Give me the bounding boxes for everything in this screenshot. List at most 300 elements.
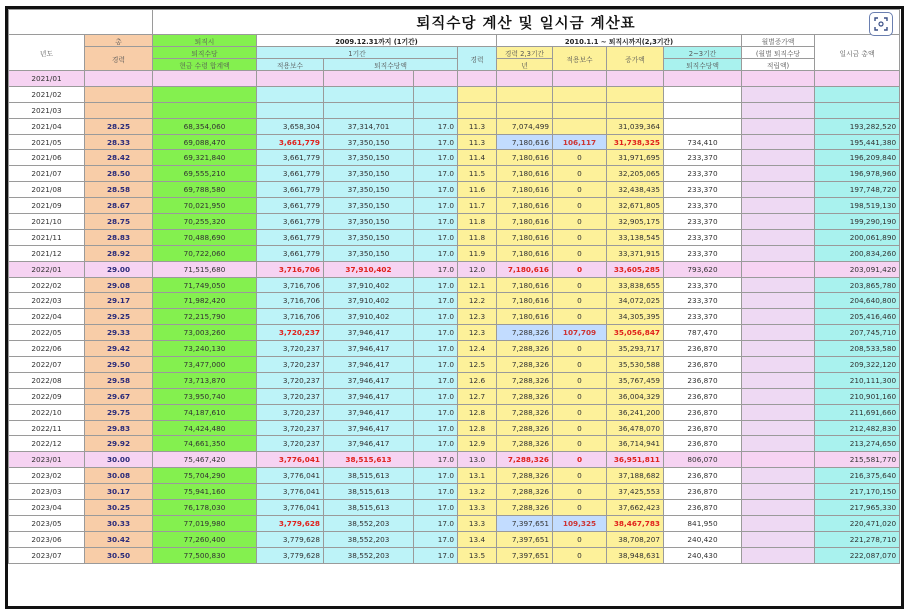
- cell-p1-amount: 37,350,150: [324, 150, 414, 166]
- calculation-table: [8, 9, 900, 564]
- cell-extra: [742, 134, 815, 150]
- cell-p2-increase: 0: [553, 229, 607, 245]
- cell-retire-total: 76,178,030: [153, 500, 257, 516]
- cell-monthly-increase: 233,370: [664, 166, 742, 182]
- cell-p2-career: [458, 71, 497, 87]
- cell-p1-amount: [324, 102, 414, 118]
- cell-total-career: [85, 86, 153, 102]
- cell-p1-career: [414, 71, 458, 87]
- cell-extra: [742, 118, 815, 134]
- cell-year-month: 2022/08: [9, 372, 85, 388]
- cell-monthly-increase: 806,070: [664, 452, 742, 468]
- cell-extra: [742, 150, 815, 166]
- cell-p1-amount: 38,552,203: [324, 531, 414, 547]
- cell-lump-sum: 196,978,960: [815, 166, 900, 182]
- cell-p2-base: 7,397,651: [497, 531, 553, 547]
- cell-extra: [742, 166, 815, 182]
- table-row: [9, 293, 900, 309]
- cell-p1-base: 3,776,041: [257, 452, 324, 468]
- cell-lump-sum: 220,471,020: [815, 515, 900, 531]
- cell-extra: [742, 404, 815, 420]
- table-row: [9, 531, 900, 547]
- header-period1-mid: 1기간: [257, 47, 458, 59]
- scan-icon-glyph: [874, 17, 888, 31]
- cell-p1-amount: 37,910,402: [324, 293, 414, 309]
- header-year: 년도: [9, 35, 85, 71]
- cell-p1-base: 3,720,237: [257, 404, 324, 420]
- cell-p1-amount: 37,350,150: [324, 134, 414, 150]
- table-row: [9, 245, 900, 261]
- cell-lump-sum: 211,691,660: [815, 404, 900, 420]
- table-row: [9, 261, 900, 277]
- cell-p1-base: 3,720,237: [257, 357, 324, 373]
- cell-extra: [742, 420, 815, 436]
- cell-p1-base: 3,720,237: [257, 372, 324, 388]
- cell-p2-base: 7,288,326: [497, 484, 553, 500]
- cell-extra: [742, 372, 815, 388]
- cell-p2-increase: 0: [553, 341, 607, 357]
- cell-total-career: 28.75: [85, 214, 153, 230]
- cell-p2-base: 7,397,651: [497, 515, 553, 531]
- cell-monthly-increase: 233,370: [664, 182, 742, 198]
- cell-total-career: 30.42: [85, 531, 153, 547]
- cell-p1-amount: 37,350,150: [324, 229, 414, 245]
- cell-year-month: 2023/04: [9, 500, 85, 516]
- cell-p2-amount: 35,767,459: [607, 372, 664, 388]
- cell-p2-amount: 37,425,553: [607, 484, 664, 500]
- cell-p1-amount: 37,350,150: [324, 198, 414, 214]
- cell-p2-amount: 32,438,435: [607, 182, 664, 198]
- cell-p2-base: [497, 86, 553, 102]
- table-row: [9, 341, 900, 357]
- cell-total-career: 30.00: [85, 452, 153, 468]
- cell-p2-amount: 31,971,695: [607, 150, 664, 166]
- cell-monthly-increase: [664, 71, 742, 87]
- cell-year-month: 2023/07: [9, 547, 85, 563]
- cell-p1-career: 17.0: [414, 277, 458, 293]
- cell-extra: [742, 245, 815, 261]
- header-period2-top: 2010.1.1 ~ 퇴직시까지(2,3기간): [497, 35, 742, 47]
- cell-lump-sum: 222,087,070: [815, 547, 900, 563]
- cell-p2-amount: 38,708,207: [607, 531, 664, 547]
- cell-retire-total: [153, 86, 257, 102]
- cell-monthly-increase: 233,370: [664, 277, 742, 293]
- table-row: [9, 229, 900, 245]
- cell-p1-amount: 37,946,417: [324, 420, 414, 436]
- cell-total-career: 28.33: [85, 134, 153, 150]
- header-monthly-3: 적립액): [742, 59, 815, 71]
- cell-p2-base: [497, 71, 553, 87]
- cell-p1-base: 3,716,706: [257, 261, 324, 277]
- cell-monthly-increase: [664, 102, 742, 118]
- cell-p2-increase: 0: [553, 531, 607, 547]
- cell-p1-amount: 37,350,150: [324, 214, 414, 230]
- cell-retire-total: 73,240,130: [153, 341, 257, 357]
- cell-p2-increase: 0: [553, 484, 607, 500]
- cell-year-month: 2022/07: [9, 357, 85, 373]
- cell-p1-career: 17.0: [414, 547, 458, 563]
- cell-lump-sum: 203,091,420: [815, 261, 900, 277]
- table-row: [9, 515, 900, 531]
- cell-total-career: 30.17: [85, 484, 153, 500]
- cell-p2-amount: 37,662,423: [607, 500, 664, 516]
- cell-total-career: 29.83: [85, 420, 153, 436]
- cell-p2-career: 11.9: [458, 245, 497, 261]
- header-career-2: 경력: [85, 47, 153, 71]
- cell-p2-amount: 35,530,588: [607, 357, 664, 373]
- cell-p2-increase: 0: [553, 388, 607, 404]
- cell-lump-sum: 213,274,650: [815, 436, 900, 452]
- cell-monthly-increase: 240,430: [664, 547, 742, 563]
- cell-p2-amount: 33,838,655: [607, 277, 664, 293]
- cell-total-career: 29.17: [85, 293, 153, 309]
- cell-p2-increase: 0: [553, 198, 607, 214]
- cell-total-career: 29.00: [85, 261, 153, 277]
- cell-monthly-increase: [664, 118, 742, 134]
- header-p2-amount: 퇴직수당액: [664, 59, 742, 71]
- cell-p2-increase: 0: [553, 357, 607, 373]
- cell-p2-base: 7,288,326: [497, 388, 553, 404]
- cell-p2-career: 13.2: [458, 484, 497, 500]
- cell-p1-career: 17.0: [414, 436, 458, 452]
- cell-p2-base: 7,180,616: [497, 293, 553, 309]
- cell-p2-base: 7,288,326: [497, 452, 553, 468]
- cell-total-career: 28.42: [85, 150, 153, 166]
- table-row: [9, 309, 900, 325]
- cell-lump-sum: 210,111,300: [815, 372, 900, 388]
- cell-total-career: 29.42: [85, 341, 153, 357]
- cell-monthly-increase: 233,370: [664, 245, 742, 261]
- cell-p2-increase: [553, 86, 607, 102]
- cell-p2-amount: 32,905,175: [607, 214, 664, 230]
- cell-p1-career: 17.0: [414, 484, 458, 500]
- table-row: [9, 277, 900, 293]
- cell-retire-total: 73,477,000: [153, 357, 257, 373]
- cell-extra: [742, 86, 815, 102]
- cell-lump-sum: 216,375,640: [815, 468, 900, 484]
- cell-retire-total: 73,950,740: [153, 388, 257, 404]
- cell-p1-base: 3,720,237: [257, 325, 324, 341]
- table-row: [9, 420, 900, 436]
- table-row: [9, 166, 900, 182]
- header-period1-top: 2009.12.31까지 (1기간): [257, 35, 497, 47]
- cell-retire-total: 70,488,690: [153, 229, 257, 245]
- cell-p1-career: 17.0: [414, 293, 458, 309]
- table-row: [9, 198, 900, 214]
- cell-monthly-increase: 236,870: [664, 468, 742, 484]
- cell-p2-base: 7,180,616: [497, 277, 553, 293]
- cell-p2-career: 13.3: [458, 515, 497, 531]
- cell-year-month: 2021/06: [9, 150, 85, 166]
- cell-p1-career: 17.0: [414, 325, 458, 341]
- cell-p2-base: 7,288,326: [497, 404, 553, 420]
- cell-p2-career: 11.7: [458, 198, 497, 214]
- cell-p2-career: 12.2: [458, 293, 497, 309]
- cell-p2-amount: 35,056,847: [607, 325, 664, 341]
- cell-p2-amount: 36,241,200: [607, 404, 664, 420]
- cell-p2-increase: 107,709: [553, 325, 607, 341]
- cell-extra: [742, 198, 815, 214]
- cell-extra: [742, 261, 815, 277]
- table-row: [9, 357, 900, 373]
- header-monthly-2: (월별 퇴직수당: [742, 47, 815, 59]
- header-monthly-1: 월별증가액: [742, 35, 815, 47]
- cell-p2-increase: 0: [553, 547, 607, 563]
- cell-lump-sum: [815, 86, 900, 102]
- cell-total-career: 29.92: [85, 436, 153, 452]
- cell-total-career: 29.08: [85, 277, 153, 293]
- cell-total-career: 29.25: [85, 309, 153, 325]
- cell-retire-total: 77,500,830: [153, 547, 257, 563]
- cell-p1-amount: 37,946,417: [324, 404, 414, 420]
- cell-lump-sum: 209,322,120: [815, 357, 900, 373]
- cell-p1-base: 3,716,706: [257, 293, 324, 309]
- cell-p1-career: 17.0: [414, 468, 458, 484]
- cell-extra: [742, 341, 815, 357]
- cell-p2-amount: 37,188,682: [607, 468, 664, 484]
- cell-monthly-increase: 236,870: [664, 357, 742, 373]
- cell-extra: [742, 277, 815, 293]
- cell-p2-amount: [607, 86, 664, 102]
- cell-total-career: 29.58: [85, 372, 153, 388]
- cell-year-month: 2021/10: [9, 214, 85, 230]
- cell-retire-total: [153, 71, 257, 87]
- cell-lump-sum: 204,640,800: [815, 293, 900, 309]
- cell-p2-increase: 0: [553, 150, 607, 166]
- cell-p2-amount: 34,072,025: [607, 293, 664, 309]
- cell-total-career: 28.83: [85, 229, 153, 245]
- cell-p2-amount: 33,605,285: [607, 261, 664, 277]
- cell-p2-amount: 35,293,717: [607, 341, 664, 357]
- cell-p2-amount: 33,371,915: [607, 245, 664, 261]
- cell-retire-total: 77,260,400: [153, 531, 257, 547]
- cell-p2-increase: 106,117: [553, 134, 607, 150]
- scan-icon[interactable]: [869, 12, 893, 36]
- cell-extra: [742, 357, 815, 373]
- cell-retire-total: 75,704,290: [153, 468, 257, 484]
- table-row: [9, 214, 900, 230]
- cell-p2-base: 7,288,326: [497, 468, 553, 484]
- cell-lump-sum: 217,965,330: [815, 500, 900, 516]
- cell-p2-base: 7,180,616: [497, 198, 553, 214]
- table-row: [9, 404, 900, 420]
- cell-p2-increase: 0: [553, 404, 607, 420]
- cell-p1-career: 17.0: [414, 357, 458, 373]
- cell-p2-base: 7,288,326: [497, 357, 553, 373]
- cell-retire-total: 69,788,580: [153, 182, 257, 198]
- cell-p2-amount: [607, 102, 664, 118]
- cell-extra: [742, 515, 815, 531]
- cell-p1-amount: 37,350,150: [324, 245, 414, 261]
- cell-year-month: 2022/10: [9, 404, 85, 420]
- cell-retire-total: 69,321,840: [153, 150, 257, 166]
- cell-p1-career: 17.0: [414, 515, 458, 531]
- cell-lump-sum: 221,278,710: [815, 531, 900, 547]
- cell-total-career: 30.25: [85, 500, 153, 516]
- cell-p2-career: [458, 86, 497, 102]
- cell-p2-increase: 0: [553, 214, 607, 230]
- cell-retire-total: 75,467,420: [153, 452, 257, 468]
- cell-year-month: 2022/05: [9, 325, 85, 341]
- cell-p1-career: 17.0: [414, 388, 458, 404]
- cell-monthly-increase: 233,370: [664, 293, 742, 309]
- cell-p2-amount: [607, 71, 664, 87]
- header-p1-career: 경력: [458, 47, 497, 71]
- table-row: [9, 388, 900, 404]
- cell-retire-total: 69,555,210: [153, 166, 257, 182]
- cell-p1-amount: [324, 71, 414, 87]
- cell-p1-base: 3,779,628: [257, 547, 324, 563]
- cell-lump-sum: [815, 102, 900, 118]
- cell-retire-total: 69,088,470: [153, 134, 257, 150]
- cell-p2-career: 12.4: [458, 341, 497, 357]
- cell-p1-base: 3,720,237: [257, 420, 324, 436]
- cell-p2-career: 12.3: [458, 309, 497, 325]
- table-row: [9, 547, 900, 563]
- table-row: [9, 182, 900, 198]
- cell-lump-sum: 215,581,770: [815, 452, 900, 468]
- cell-retire-total: 70,722,060: [153, 245, 257, 261]
- cell-year-month: 2022/01: [9, 261, 85, 277]
- cell-monthly-increase: 236,870: [664, 436, 742, 452]
- cell-p2-base: 7,288,326: [497, 325, 553, 341]
- cell-monthly-increase: 793,620: [664, 261, 742, 277]
- header-lump: 일시금 총액: [815, 35, 900, 71]
- cell-p1-career: 17.0: [414, 198, 458, 214]
- cell-p2-base: 7,180,616: [497, 245, 553, 261]
- title-blank-cell: [9, 10, 153, 35]
- cell-retire-total: 70,255,320: [153, 214, 257, 230]
- cell-year-month: 2021/04: [9, 118, 85, 134]
- cell-monthly-increase: 236,870: [664, 500, 742, 516]
- header-p2-base: 적용보수: [553, 47, 607, 71]
- cell-extra: [742, 102, 815, 118]
- header-career-1: 총: [85, 35, 153, 47]
- cell-p2-base: 7,288,326: [497, 372, 553, 388]
- cell-p2-amount: 36,951,811: [607, 452, 664, 468]
- cell-extra: [742, 229, 815, 245]
- cell-p2-base: 7,180,616: [497, 229, 553, 245]
- cell-p1-amount: 37,946,417: [324, 388, 414, 404]
- cell-lump-sum: 193,282,520: [815, 118, 900, 134]
- cell-retire-total: 71,982,420: [153, 293, 257, 309]
- cell-p1-base: 3,661,779: [257, 166, 324, 182]
- cell-p2-base: 7,180,616: [497, 182, 553, 198]
- cell-p2-amount: 36,004,329: [607, 388, 664, 404]
- cell-p2-career: 13.0: [458, 452, 497, 468]
- cell-lump-sum: 195,441,380: [815, 134, 900, 150]
- cell-lump-sum: 199,290,190: [815, 214, 900, 230]
- cell-total-career: 29.33: [85, 325, 153, 341]
- cell-p2-career: [458, 102, 497, 118]
- cell-extra: [742, 484, 815, 500]
- cell-p2-career: 11.8: [458, 214, 497, 230]
- cell-p1-amount: 38,552,203: [324, 547, 414, 563]
- cell-p2-career: 12.5: [458, 357, 497, 373]
- cell-retire-total: 73,003,260: [153, 325, 257, 341]
- cell-total-career: 28.92: [85, 245, 153, 261]
- cell-monthly-increase: 236,870: [664, 372, 742, 388]
- cell-monthly-increase: 787,470: [664, 325, 742, 341]
- cell-p2-career: 12.8: [458, 420, 497, 436]
- cell-p1-amount: 37,350,150: [324, 182, 414, 198]
- cell-lump-sum: 205,416,460: [815, 309, 900, 325]
- cell-p2-career: 11.4: [458, 150, 497, 166]
- table-row: [9, 452, 900, 468]
- cell-p1-amount: [324, 86, 414, 102]
- header-p1-base: 적용보수: [257, 59, 324, 71]
- cell-p2-career: 11.6: [458, 182, 497, 198]
- cell-p1-career: [414, 86, 458, 102]
- cell-p1-amount: 38,515,613: [324, 468, 414, 484]
- cell-p2-career: 11.3: [458, 118, 497, 134]
- cell-retire-total: 70,021,950: [153, 198, 257, 214]
- table-row: [9, 436, 900, 452]
- cell-p2-base: 7,074,499: [497, 118, 553, 134]
- cell-monthly-increase: 236,870: [664, 484, 742, 500]
- cell-retire-total: 77,019,980: [153, 515, 257, 531]
- cell-monthly-increase: [664, 86, 742, 102]
- cell-p1-career: 17.0: [414, 452, 458, 468]
- cell-p2-amount: 31,039,364: [607, 118, 664, 134]
- cell-p2-increase: [553, 102, 607, 118]
- cell-p2-career: 12.1: [458, 277, 497, 293]
- cell-p1-amount: 37,910,402: [324, 277, 414, 293]
- cell-p2-amount: 32,671,805: [607, 198, 664, 214]
- header-p2-career: 경력 2,3기간: [497, 47, 553, 59]
- cell-p1-amount: 37,946,417: [324, 357, 414, 373]
- cell-retire-total: 71,515,680: [153, 261, 257, 277]
- cell-p1-base: 3,720,237: [257, 436, 324, 452]
- cell-p2-career: 13.5: [458, 547, 497, 563]
- cell-p1-career: 17.0: [414, 134, 458, 150]
- cell-p1-career: 17.0: [414, 309, 458, 325]
- cell-monthly-increase: 240,420: [664, 531, 742, 547]
- cell-total-career: [85, 71, 153, 87]
- cell-p1-career: 17.0: [414, 118, 458, 134]
- header-p2-inc: 증가액: [607, 47, 664, 71]
- cell-p1-base: 3,661,779: [257, 134, 324, 150]
- cell-retire-total: [153, 102, 257, 118]
- cell-p1-base: 3,720,237: [257, 388, 324, 404]
- cell-extra: [742, 452, 815, 468]
- cell-p1-career: 17.0: [414, 420, 458, 436]
- page-title: 퇴직수당 계산 및 일시금 계산표: [153, 10, 900, 35]
- cell-p2-base: 7,180,616: [497, 214, 553, 230]
- cell-year-month: 2023/01: [9, 452, 85, 468]
- cell-p1-base: 3,779,628: [257, 515, 324, 531]
- table-row: [9, 468, 900, 484]
- cell-p2-base: 7,288,326: [497, 341, 553, 357]
- header-retire-bottom: 현금 수령 합계액: [153, 59, 257, 71]
- cell-p2-career: 12.0: [458, 261, 497, 277]
- cell-total-career: 28.25: [85, 118, 153, 134]
- spreadsheet-frame: [5, 6, 904, 609]
- cell-extra: [742, 547, 815, 563]
- cell-p2-increase: 109,325: [553, 515, 607, 531]
- cell-year-month: 2021/12: [9, 245, 85, 261]
- table-row: [9, 118, 900, 134]
- cell-p1-amount: 37,910,402: [324, 261, 414, 277]
- cell-p1-base: 3,661,779: [257, 245, 324, 261]
- cell-p1-base: 3,661,779: [257, 150, 324, 166]
- cell-p1-base: 3,661,779: [257, 182, 324, 198]
- cell-lump-sum: 200,061,890: [815, 229, 900, 245]
- cell-p1-career: 17.0: [414, 182, 458, 198]
- cell-p2-career: 13.4: [458, 531, 497, 547]
- cell-year-month: 2021/09: [9, 198, 85, 214]
- cell-p2-career: 12.6: [458, 372, 497, 388]
